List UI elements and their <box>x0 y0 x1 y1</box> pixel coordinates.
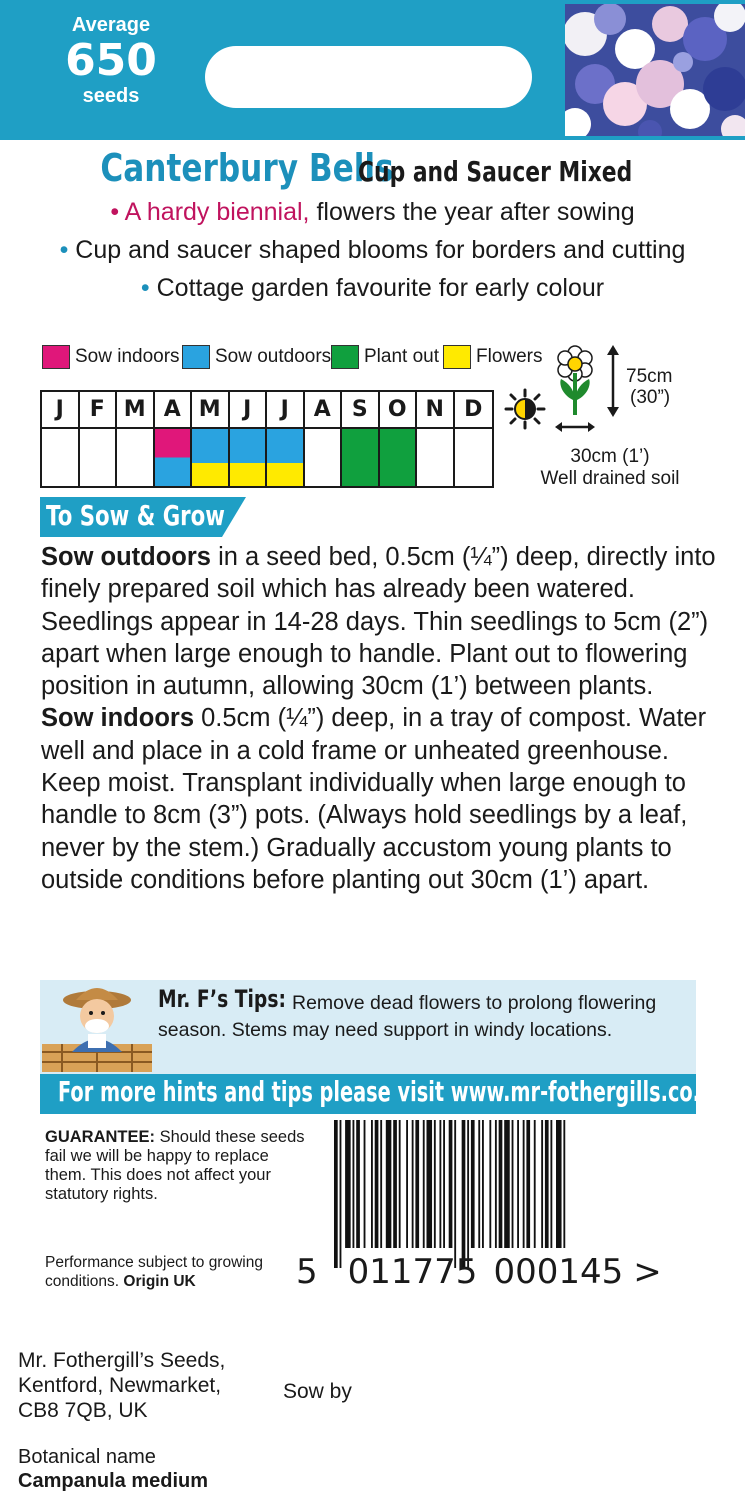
calendar-month-5: M <box>192 392 230 429</box>
barcode-bar <box>399 1120 401 1248</box>
barcode-bar <box>443 1120 445 1248</box>
barcode-bar <box>340 1120 342 1268</box>
barcode-bar <box>386 1120 392 1248</box>
calendar-month-3: M <box>117 392 155 429</box>
barcode-bar <box>489 1120 491 1248</box>
barcode-bar <box>353 1120 355 1248</box>
calendar-month-6: J <box>230 392 268 429</box>
barcode-bar <box>364 1120 366 1248</box>
flower-size-icon <box>553 343 629 438</box>
calendar-cell-1 <box>42 429 80 486</box>
legend-plant-out: Plant out <box>331 344 439 370</box>
barcode-bar <box>375 1120 379 1248</box>
plant-height: 75cm (30”) <box>626 366 673 408</box>
blank-label-pill <box>205 46 532 108</box>
calendar-month-4: A <box>155 392 193 429</box>
bullet-1: • A hardy biennial, flowers the year after sowing <box>110 198 635 226</box>
seed-count: 650 <box>65 35 157 86</box>
sow-outdoors-paragraph: Sow outdoors in a seed bed, 0.5cm (¼”) deep, directly into finely prepared soil which has already been watered. Seedlings appear in 14-28 days. Thin seedlings to 5cm (2”) apart when large enough to handle. Plant out to flowering position in autumn, allowing 30cm (1’) between plants. <box>41 543 716 701</box>
seed-count-block <box>38 8 184 128</box>
calendar-month-11: N <box>417 392 455 429</box>
barcode-bar <box>406 1120 408 1248</box>
guarantee-text: GUARANTEE: Should these seeds fail we will be happy to replace them. This does not affect your statutory rights. <box>45 1128 305 1203</box>
barcode-bar <box>495 1120 497 1248</box>
sowing-calendar <box>40 390 494 488</box>
barcode-bar <box>545 1120 549 1248</box>
title-sub: Cup and Saucer Mixed <box>357 155 633 188</box>
barcode-bar <box>423 1120 425 1248</box>
barcode-bar <box>550 1120 552 1248</box>
calendar-cell-3 <box>117 429 155 486</box>
performance-note: Performance subject to growing conditions. Origin UK <box>45 1254 263 1290</box>
calendar-cell-9 <box>342 429 380 486</box>
barcode-bar <box>504 1120 510 1248</box>
barcode-bar <box>415 1120 419 1248</box>
legend-sow-outdoors: Sow outdoors <box>182 344 331 370</box>
barcode-bar <box>541 1120 543 1248</box>
calendar-month-9: S <box>342 392 380 429</box>
tips-text: Remove dead flowers to prolong flowering season. Stems may need support in windy locations. <box>158 992 657 1041</box>
calendar-cell-5 <box>192 429 230 486</box>
product-title <box>0 146 745 190</box>
barcode-bar <box>345 1120 351 1248</box>
barcode-digits: 5 011775 000145 > <box>296 1252 662 1292</box>
barcode-bar <box>523 1120 525 1248</box>
barcode-bar <box>526 1120 530 1248</box>
sow-indoors-paragraph: Sow indoors 0.5cm (¼”) deep, in a tray of compost. Water well and place in a cold frame or unheated greenhouse. Keep moist. Transplant individually when large enough to handle to 8cm (3”) pots. (Always hold seedlings by a leaf, never by the stem.) Gradually accustom young plants to outside conditions before planting out 30cm (1’) apart. <box>41 704 707 894</box>
calendar-cell-6 <box>230 429 268 486</box>
barcode <box>330 1120 660 1268</box>
barcode-bar <box>356 1120 360 1248</box>
barcode-bar <box>427 1120 433 1248</box>
barcode-bar <box>393 1120 397 1248</box>
legend-sow-indoors: Sow indoors <box>42 344 180 370</box>
barcode-bar <box>471 1120 475 1248</box>
sow-by-label: Sow by <box>283 1380 352 1403</box>
flower-photo <box>565 4 745 136</box>
mr-fothergill-mascot-icon <box>42 982 152 1072</box>
calendar-month-10: O <box>380 392 418 429</box>
calendar-cell-7 <box>267 429 305 486</box>
sun-partial-shade-icon <box>504 388 546 430</box>
barcode-bar <box>334 1120 338 1268</box>
barcode-bar <box>439 1120 441 1248</box>
calendar-month-2: F <box>80 392 118 429</box>
average-label: Average <box>71 14 151 36</box>
sowing-instructions <box>41 541 721 896</box>
barcode-bar <box>434 1120 436 1248</box>
barcode-bar <box>534 1120 536 1248</box>
legend-swatch <box>182 345 210 369</box>
calendar-month-7: J <box>267 392 305 429</box>
barcode-bar <box>467 1120 469 1268</box>
seeds-label: seeds <box>82 85 140 107</box>
botanical-name: Botanical name Campanula medium <box>18 1446 209 1492</box>
tips-heading: Mr. F’s Tips: <box>158 985 286 1013</box>
plant-spread: 30cm (1’) Well drained soil <box>540 446 680 489</box>
sow-grow-heading: To Sow & Grow <box>46 499 225 532</box>
bullet-2: • Cup and saucer shaped blooms for borders and cutting <box>59 236 686 264</box>
barcode-bar <box>380 1120 382 1248</box>
barcode-bar <box>462 1120 466 1268</box>
bullet-3: • Cottage garden favourite for early colour <box>140 274 605 302</box>
title-main: Canterbury Bells <box>100 146 394 190</box>
barcode-bar <box>563 1120 565 1248</box>
website-line: For more hints and tips please visit www.mr-fothergills.co.uk <box>58 1075 727 1108</box>
barcode-bar <box>412 1120 414 1248</box>
barcode-bar <box>371 1120 373 1248</box>
legend-swatch <box>42 345 70 369</box>
legend-swatch <box>331 345 359 369</box>
barcode-bar <box>556 1120 562 1248</box>
calendar-cell-4 <box>155 429 193 486</box>
company-address: Mr. Fothergill’s Seeds, Kentford, Newmarket, CB8 7QB, UK <box>18 1349 226 1422</box>
legend-flowers: Flowers <box>443 344 543 370</box>
barcode-bar <box>482 1120 484 1248</box>
calendar-month-1: J <box>42 392 80 429</box>
calendar-cell-8 <box>305 429 343 486</box>
barcode-bar <box>449 1120 453 1248</box>
barcode-bar <box>499 1120 503 1248</box>
calendar-month-12: D <box>455 392 493 429</box>
barcode-bar <box>478 1120 480 1248</box>
barcode-bar <box>512 1120 514 1248</box>
calendar-cell-11 <box>417 429 455 486</box>
calendar-cell-12 <box>455 429 493 486</box>
calendar-month-8: A <box>305 392 343 429</box>
barcode-bar <box>517 1120 519 1248</box>
legend-swatch <box>443 345 471 369</box>
calendar-cell-2 <box>80 429 118 486</box>
calendar-cell-10 <box>380 429 418 486</box>
barcode-bar <box>454 1120 456 1268</box>
